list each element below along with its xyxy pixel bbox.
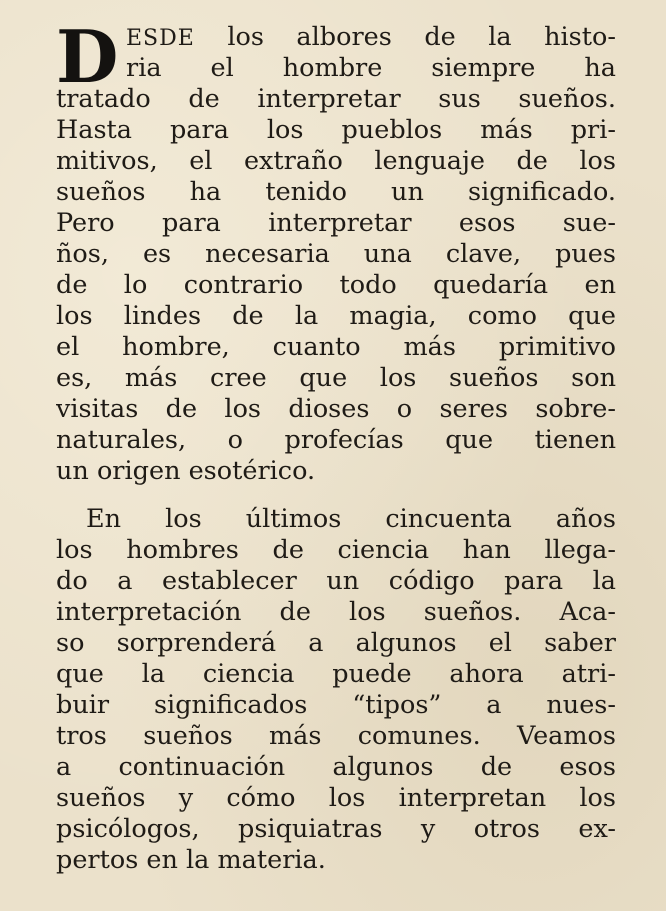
text-line: do a establecer un código para la bbox=[56, 566, 616, 596]
text-line: los lindes de la magia, como que bbox=[56, 301, 616, 331]
lead-word: ESDE bbox=[126, 26, 195, 51]
text-line: visitas de los dioses o seres sobre- bbox=[56, 394, 616, 424]
text-line: ESDE los albores de la histo- bbox=[126, 22, 616, 52]
text-line: sueños y cómo los interpretan los bbox=[56, 783, 616, 813]
text-line: los hombres de ciencia han llega- bbox=[56, 535, 616, 565]
text-line: En los últimos cincuenta años bbox=[86, 504, 616, 534]
text-line: a continuación algunos de esos bbox=[56, 752, 616, 782]
text-line: so sorprenderá a algunos el saber bbox=[56, 628, 616, 658]
article-body bbox=[56, 14, 616, 876]
text-line: pertos en la materia. bbox=[56, 845, 326, 875]
text-line: naturales, o profecías que tienen bbox=[56, 425, 616, 455]
text-line: sueños ha tenido un significado. bbox=[56, 177, 616, 207]
text-line: es, más cree que los sueños son bbox=[56, 363, 616, 393]
paragraph-1 bbox=[56, 14, 616, 487]
text-line: ños, es necesaria una clave, pues bbox=[56, 239, 616, 269]
text-line: de lo contrario todo quedaría en bbox=[56, 270, 616, 300]
text-line: que la ciencia puede ahora atri- bbox=[56, 659, 616, 689]
text-line: Hasta para los pueblos más pri- bbox=[56, 115, 616, 145]
paragraph-gap bbox=[56, 487, 616, 504]
text-line: ria el hombre siempre ha bbox=[126, 53, 616, 83]
text-line: interpretación de los sueños. Aca- bbox=[56, 597, 616, 627]
text-line: buir significados “tipos” a nues- bbox=[56, 690, 616, 720]
text-line: tratado de interpretar sus sueños. bbox=[56, 84, 616, 114]
text-line: Pero para interpretar esos sue- bbox=[56, 208, 616, 238]
text-line: el hombre, cuanto más primitivo bbox=[56, 332, 616, 362]
paragraph-2 bbox=[56, 504, 616, 876]
text-line: un origen esotérico. bbox=[56, 456, 316, 486]
drop-cap: D bbox=[56, 14, 119, 99]
text-line: tros sueños más comunes. Veamos bbox=[56, 721, 616, 751]
text-line: mitivos, el extraño lenguaje de los bbox=[56, 146, 616, 176]
text-line: psicólogos, psiquiatras y otros ex- bbox=[56, 814, 616, 844]
